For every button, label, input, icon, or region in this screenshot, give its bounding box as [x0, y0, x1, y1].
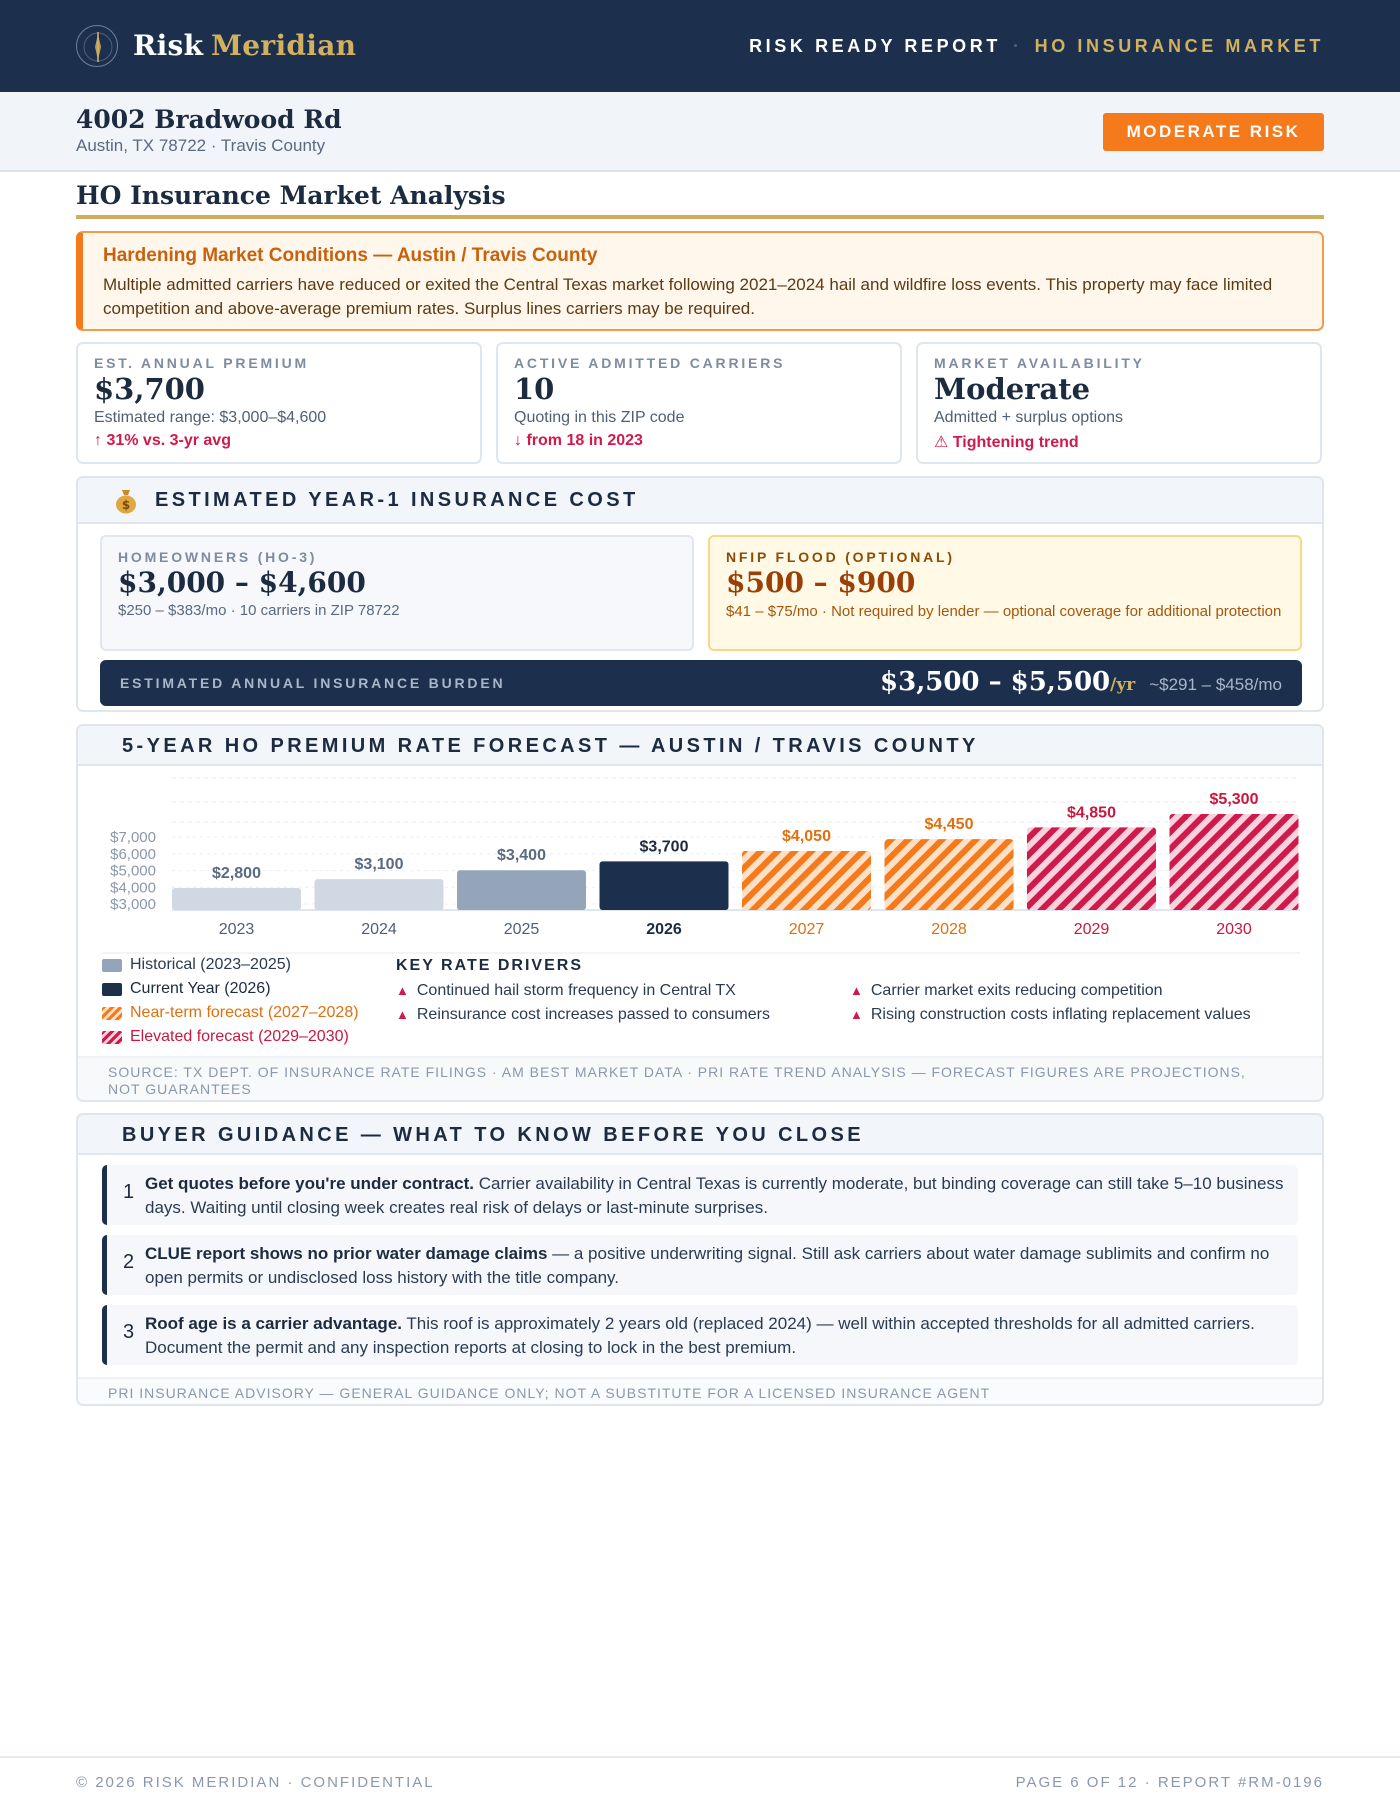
bar-value-label: $4,450	[924, 816, 974, 834]
driver-item	[396, 1006, 770, 1024]
tip-body	[145, 1172, 1285, 1220]
brand-name-second: Meridian	[211, 29, 357, 62]
triangle-up-icon: ▲	[850, 1007, 863, 1022]
forecast-panel	[76, 724, 1324, 1102]
stat-card-premium	[76, 342, 482, 464]
tip-body	[145, 1242, 1285, 1290]
alert-title: Hardening Market Conditions — Austin / Travis County	[103, 245, 598, 266]
x-tick-label: 2026	[646, 921, 682, 938]
legend-label: Near-term forecast (2027–2028)	[130, 1004, 359, 1021]
source-text: SOURCE: TX DEPT. OF INSURANCE RATE FILINGS · AM BEST MARKET DATA · PRI RATE TREND ANALYSIS — FORECAST FIGURES ARE PROJECTIONS, NOT GUARANTEES	[108, 1064, 1246, 1097]
y-tick-label: $6,000	[110, 845, 156, 863]
bar-2030	[1170, 814, 1299, 910]
property-city: Austin, TX 78722 · Travis County	[76, 136, 326, 155]
guidance-tip	[102, 1235, 1298, 1295]
driver-item	[396, 982, 736, 1000]
homeowners-cost-box	[100, 535, 694, 651]
driver-text: Continued hail storm frequency in Central TX	[416, 982, 736, 999]
nav-section-label: HO INSURANCE MARKET	[1034, 36, 1324, 56]
legend-swatch	[102, 1031, 122, 1044]
driver-text: Reinsurance cost increases passed to consumers	[416, 1006, 770, 1023]
ho-label: HOMEOWNERS (HO-3)	[118, 549, 318, 565]
stat-sub: Estimated range: $3,000–$4,600	[94, 409, 327, 426]
panel-header	[78, 478, 1322, 524]
legend-swatch	[102, 1007, 122, 1020]
stat-trend: ↑ 31% vs. 3-yr avg	[94, 432, 231, 449]
tip-text: This roof is approximately 2 years old (replaced 2024) — well within accepted thresholds for all admitted carriers. Document the permit and any inspection reports at closing to lock in the best premium.	[145, 1314, 1255, 1357]
panel-title: 5-YEAR HO PREMIUM RATE FORECAST — AUSTIN / TRAVIS COUNTY	[122, 735, 979, 757]
bar-value-label: $3,400	[497, 847, 546, 865]
burden-per: /yr	[1110, 675, 1136, 695]
stat-label: ACTIVE ADMITTED CARRIERS	[514, 355, 786, 371]
burden-monthly: ~$291 – $458/mo	[1149, 675, 1282, 694]
y-tick-label: $5,000	[110, 862, 156, 880]
alert-body: Multiple admitted carriers have reduced or exited the Central Texas market following 2021–2024 hail and wildfire loss events. This property may face limited competition and above-average premium rates. Surplus lines carriers may be required.	[103, 275, 1273, 318]
compass-logo-icon	[76, 25, 118, 67]
burden-value: $3,500 – $5,500	[880, 667, 1111, 697]
ho-sub: $250 – $383/mo · 10 carriers in ZIP 78722	[118, 602, 400, 619]
bar-value-label: $2,800	[212, 865, 261, 882]
driver-text: Rising construction costs inflating replacement values	[870, 1006, 1251, 1023]
x-tick-label: 2027	[788, 921, 825, 938]
bar-value-label: $5,300	[1209, 791, 1259, 808]
footer-copyright: © 2026 RISK MERIDIAN · CONFIDENTIAL	[76, 1774, 435, 1791]
x-tick-label: 2023	[218, 921, 255, 938]
panel-title: BUYER GUIDANCE — WHAT TO KNOW BEFORE YOU CLOSE	[122, 1124, 864, 1146]
flood-cost-box	[708, 535, 1302, 651]
bar-2026	[600, 861, 729, 910]
tip-bold: Get quotes before you're under contract.	[145, 1174, 474, 1193]
bar-value-label: $3,100	[354, 856, 404, 874]
flood-label: NFIP FLOOD (OPTIONAL)	[726, 549, 955, 565]
x-tick-label: 2030	[1216, 921, 1252, 938]
flood-sub: $41 – $75/mo · Not required by lender — optional coverage for additional protection	[726, 603, 1282, 620]
stat-card-availability	[916, 342, 1322, 464]
brand-name-first: Risk	[133, 29, 204, 62]
panel-title: ESTIMATED YEAR-1 INSURANCE COST	[155, 489, 639, 511]
tip-text: Carrier availability in Central Texas is currently moderate, but binding coverage can still take 5–10 business days. Waiting until closing week creates real risk of delays or last-minute surprises.	[145, 1174, 1284, 1217]
triangle-up-icon: ▲	[396, 1007, 409, 1022]
legend-label: Current Year (2026)	[130, 980, 271, 997]
nav-report-label: RISK READY REPORT	[749, 36, 1001, 56]
stat-trend: ⚠ Tightening trend	[934, 434, 1079, 451]
stat-card-carriers	[496, 342, 902, 464]
panel-header	[78, 1115, 1322, 1155]
top-nav	[749, 36, 1324, 57]
stat-value: 10	[514, 372, 555, 406]
premium-forecast-chart	[78, 766, 1322, 956]
legend-label: Elevated forecast (2029–2030)	[130, 1028, 349, 1045]
bar-value-label: $3,700	[639, 838, 689, 856]
bar-value-label: $4,850	[1067, 804, 1116, 822]
driver-item	[850, 1006, 1251, 1024]
drivers-title: KEY RATE DRIVERS	[396, 957, 583, 974]
footer-divider	[0, 1756, 1400, 1758]
stat-value: $3,700	[94, 372, 205, 406]
bar-2025	[457, 870, 586, 910]
flood-value: $500 – $900	[726, 566, 916, 599]
guidance-footer-text: PRI INSURANCE ADVISORY — GENERAL GUIDANCE ONLY; NOT A SUBSTITUTE FOR A LICENSED INSURANCE AGENT	[108, 1385, 991, 1401]
stat-value: Moderate	[934, 372, 1091, 406]
driver-item	[850, 982, 1163, 1000]
tip-number: 3	[123, 1321, 135, 1343]
guidance-tip	[102, 1305, 1298, 1365]
bar-2023	[172, 888, 301, 910]
x-tick-label: 2029	[1073, 921, 1110, 938]
triangle-up-icon: ▲	[396, 983, 409, 998]
y-tick-label: $7,000	[110, 829, 156, 846]
source-note	[78, 1056, 1322, 1102]
y-tick-label: $4,000	[110, 879, 156, 897]
burden-label: ESTIMATED ANNUAL INSURANCE BURDEN	[120, 675, 506, 691]
guidance-footer	[78, 1377, 1322, 1406]
tip-body	[145, 1312, 1285, 1360]
bar-2024	[315, 879, 444, 910]
title-divider	[76, 215, 1324, 219]
stat-sub: Quoting in this ZIP code	[514, 409, 685, 426]
x-tick-label: 2025	[503, 921, 540, 938]
annual-burden-bar	[100, 660, 1302, 706]
driver-text: Carrier market exits reducing competition	[870, 982, 1163, 999]
bar-2029	[1027, 827, 1156, 910]
tip-number: 1	[123, 1181, 135, 1203]
top-header	[0, 0, 1400, 92]
legend-label: Historical (2023–2025)	[130, 956, 291, 973]
stat-trend: ↓ from 18 in 2023	[514, 432, 643, 449]
tip-bold: Roof age is a carrier advantage.	[145, 1314, 402, 1333]
x-tick-label: 2024	[361, 921, 397, 938]
risk-level-badge: MODERATE RISK	[1103, 113, 1324, 151]
stat-label: MARKET AVAILABILITY	[934, 355, 1145, 371]
property-bar	[0, 92, 1400, 172]
legend-swatch	[102, 959, 122, 972]
svg-text:$: $	[121, 498, 131, 512]
bar-value-label: $4,050	[782, 828, 831, 845]
panel-header	[78, 726, 1322, 766]
market-alert	[76, 231, 1324, 331]
legend-swatch	[102, 983, 122, 996]
y-tick-label: $3,000	[110, 896, 156, 913]
year1-cost-panel	[76, 476, 1324, 712]
bar-2028	[885, 839, 1014, 910]
tip-bold: CLUE report shows no prior water damage claims	[145, 1244, 548, 1263]
buyer-guidance-panel	[76, 1113, 1324, 1406]
page-title: HO Insurance Market Analysis	[76, 181, 506, 210]
stat-label: EST. ANNUAL PREMIUM	[94, 355, 309, 371]
footer-page-info: PAGE 6 OF 12 · REPORT #RM-0196	[1015, 1774, 1324, 1791]
stat-sub: Admitted + surplus options	[934, 409, 1123, 426]
nav-separator: ·	[1012, 36, 1023, 56]
tip-text: — a positive underwriting signal. Still ask carriers about water damage sublimits and confirm no open permits or undisclosed loss history with the title company.	[145, 1244, 1270, 1287]
burden-amount-group	[880, 667, 1282, 697]
bar-2027	[742, 851, 871, 910]
x-tick-label: 2028	[931, 921, 967, 938]
triangle-up-icon: ▲	[850, 983, 863, 998]
money-bag-icon	[114, 488, 138, 514]
tip-number: 2	[123, 1251, 135, 1273]
ho-value: $3,000 – $4,600	[118, 566, 366, 599]
guidance-tip	[102, 1165, 1298, 1225]
property-street: 4002 Bradwood Rd	[76, 105, 342, 134]
